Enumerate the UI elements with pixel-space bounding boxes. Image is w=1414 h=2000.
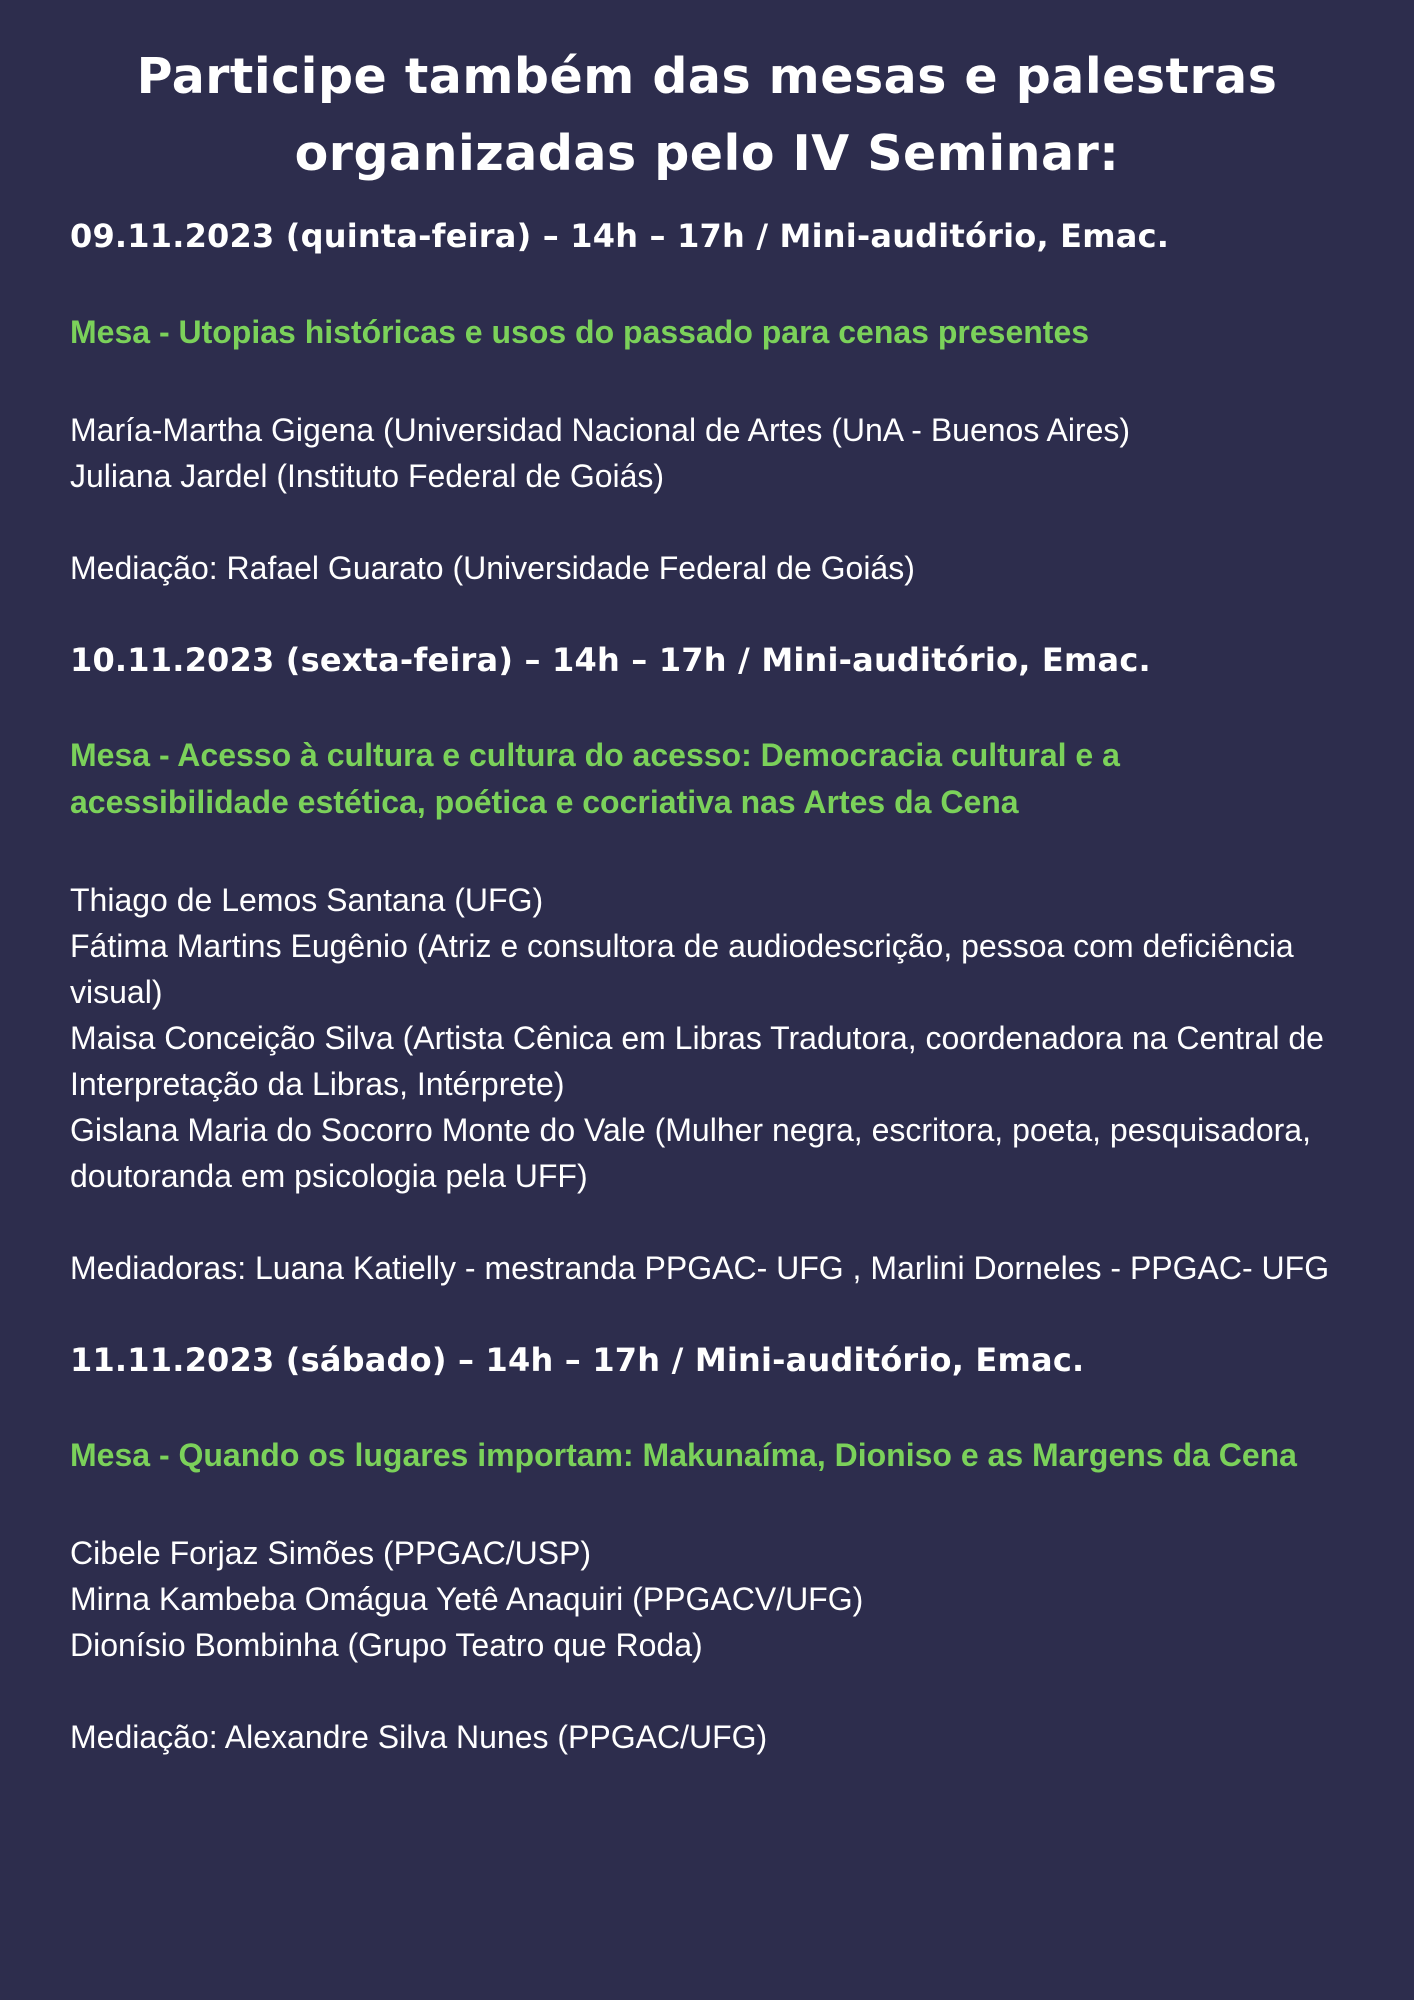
mediation-credit: Mediação: Rafael Guarato (Universidade Federal de Goiás)	[70, 550, 915, 586]
mesa-title: Mesa - Acesso à cultura e cultura do acesso: Democracia cultural e a acessibilidade estética, poética e cocriativa nas Artes da Cena	[70, 737, 1120, 820]
page-title: Participe também das mesas e palestras organizadas pelo IV Seminar:	[136, 48, 1278, 182]
mediation-credit: Mediadoras: Luana Katielly - mestranda PPGAC- UFG , Marlini Dorneles - PPGAC- UFG	[70, 1250, 1330, 1286]
mesa-title: Mesa - Quando os lugares importam: Makunaíma, Dioniso e as Margens da Cena	[70, 1437, 1297, 1473]
session-10-11-2023	[70, 637, 1344, 1291]
session-date-heading: 09.11.2023 (quinta-feira) – 14h – 17h / Mini-auditório, Emac.	[70, 217, 1170, 255]
participant-list	[70, 407, 1344, 499]
participant: Maisa Conceição Silva (Artista Cênica em Libras Tradutora, coordenadora na Central de Interpretação da Libras, Intérprete)	[70, 1020, 1324, 1102]
participant: Juliana Jardel (Instituto Federal de Goiás)	[70, 458, 665, 494]
session-11-11-2023	[70, 1337, 1344, 1760]
participant: Gislana Maria do Socorro Monte do Vale (Mulher negra, escritora, poeta, pesquisadora, doutoranda em psicologia pela UFF)	[70, 1112, 1311, 1194]
session-09-11-2023	[70, 213, 1344, 591]
session-date-heading: 10.11.2023 (sexta-feira) – 14h – 17h / Mini-auditório, Emac.	[70, 641, 1151, 679]
participant: Fátima Martins Eugênio (Atriz e consultora de audiodescrição, pessoa com deficiência visual)	[70, 928, 1294, 1010]
participant: Mirna Kambeba Omágua Yetê Anaquiri (PPGACV/UFG)	[70, 1581, 864, 1617]
participant: Dionísio Bombinha (Grupo Teatro que Roda)	[70, 1627, 703, 1663]
participant: Cibele Forjaz Simões (PPGAC/USP)	[70, 1535, 592, 1571]
session-date-heading: 11.11.2023 (sábado) – 14h – 17h / Mini-auditório, Emac.	[70, 1341, 1085, 1379]
participant: María-Martha Gigena (Universidad Nacional de Artes (UnA - Buenos Aires)	[70, 412, 1131, 448]
participant: Thiago de Lemos Santana (UFG)	[70, 882, 544, 918]
mesa-title: Mesa - Utopias históricas e usos do passado para cenas presentes	[70, 314, 1090, 350]
mediation-credit: Mediação: Alexandre Silva Nunes (PPGAC/UFG)	[70, 1719, 768, 1755]
participant-list	[70, 877, 1344, 1199]
participant-list	[70, 1530, 1344, 1668]
